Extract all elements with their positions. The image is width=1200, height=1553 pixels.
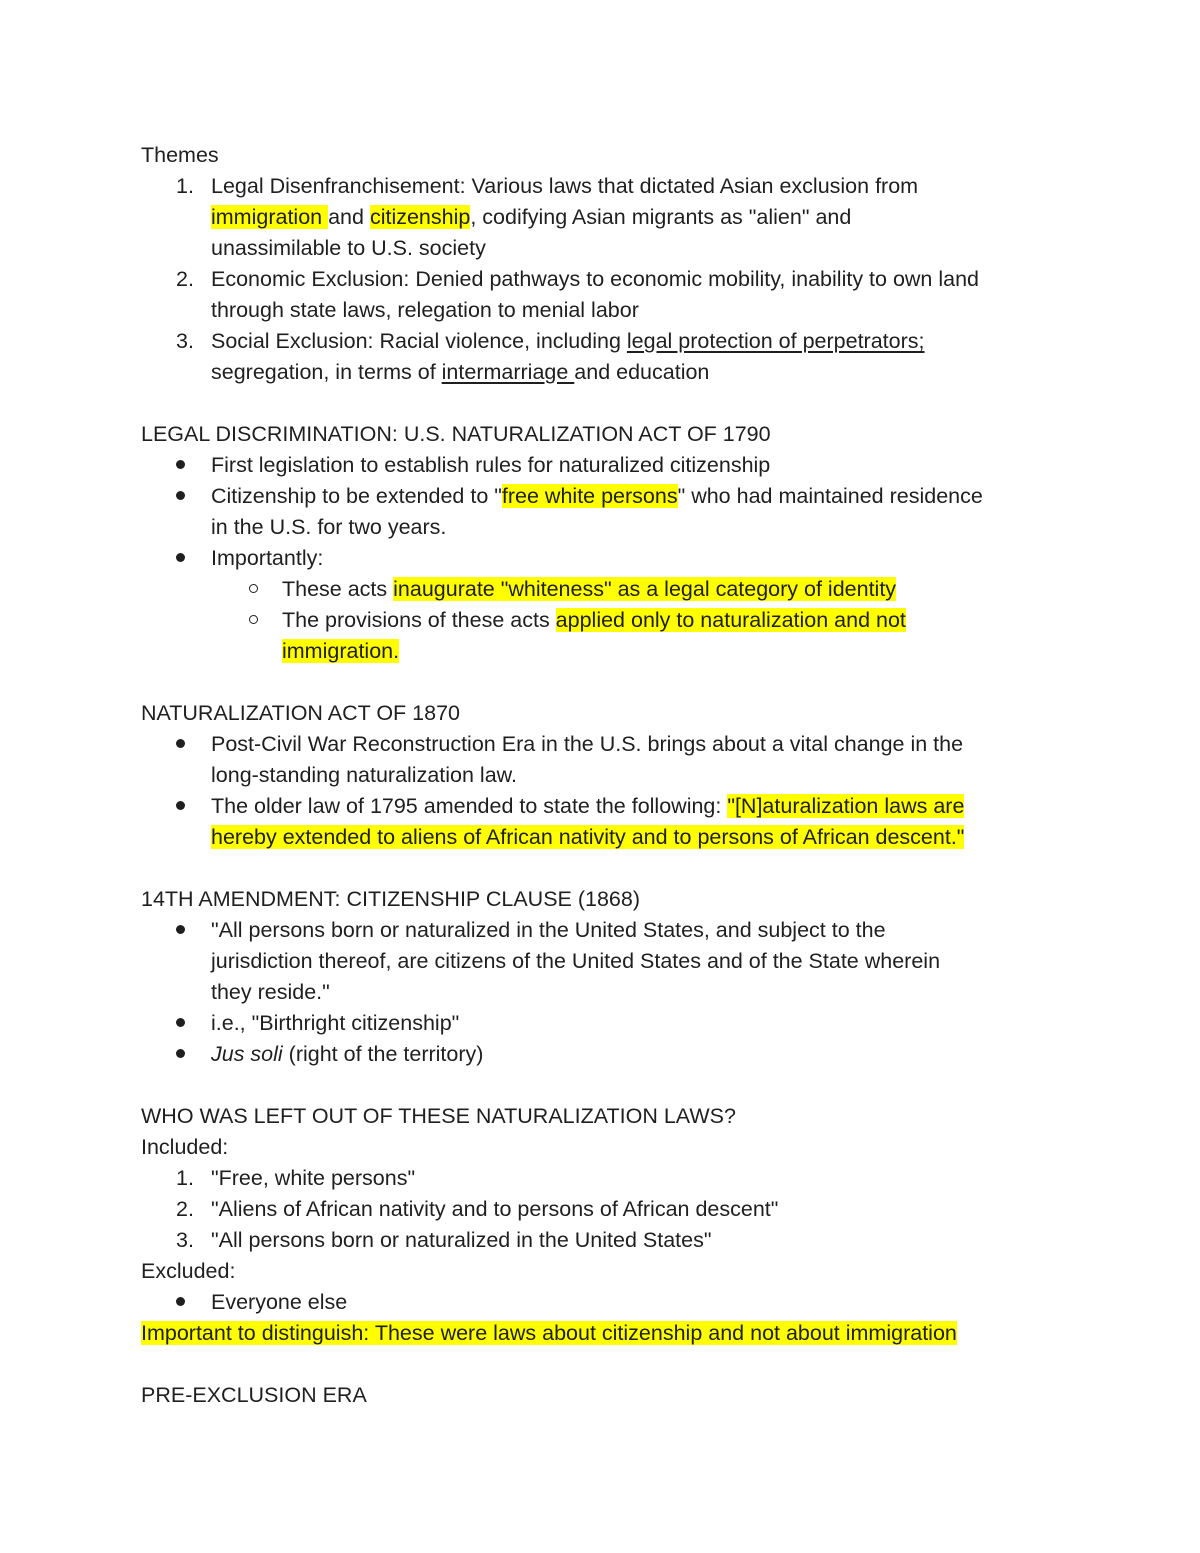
included-label: Included: [141,1135,229,1159]
bullet-icon [176,553,185,562]
themes-item-3-line-1: Social Exclusion: Racial violence, including legal protection of perpetrators; [211,329,925,353]
underlined-text: intermarriage [441,360,575,384]
themes-item-2-line-1: Economic Exclusion: Denied pathways to economic mobility, inability to own land [211,267,980,291]
bullet-item: Jus soli (right of the territory) [141,1039,1071,1070]
bullet-item: Post-Civil War Reconstruction Era in the U.S. brings about a vital change in the long-standing naturalization law. [141,729,1071,791]
bullet-icon [176,801,185,810]
excluded-label: Excluded: [141,1259,236,1283]
section-heading-14th-amendment: 14TH AMENDMENT: CITIZENSHIP CLAUSE (1868) [141,887,641,911]
bullet-item: The older law of 1795 amended to state the following: "[N]aturalization laws are hereby extended to aliens of African nativity and to persons of African descent." [141,791,1071,853]
document-body [141,140,1071,1411]
bullet-icon [176,1297,185,1306]
highlight-important: Important to distinguish: These were laws about citizenship and not about immigration [141,1321,957,1345]
list-number: 2. [176,267,194,291]
included-item-1: 1. "Free, white persons" [141,1163,1071,1194]
bullet-icon [176,491,185,500]
important-note [141,1318,1071,1349]
bullet-icon [176,1018,185,1027]
bullet-item: Importantly: [141,543,1071,574]
themes-item-3 [141,326,1071,388]
highlight-whiteness: inaugurate "whiteness" as a legal category of identity [393,577,897,601]
highlight-naturalization-only: applied only to naturalization and not [555,608,906,632]
hollow-bullet-icon [249,615,258,624]
themes-item-1-line-2: immigration and citizenship, codifying Asian migrants as "alien" and [211,205,852,229]
highlight-immigration: immigration [211,205,329,229]
themes-heading: Themes [141,143,219,167]
themes-item-2-line-2: through state laws, relegation to menial labor [211,298,639,322]
themes-item-1-line-3: unassimilable to U.S. society [211,236,486,260]
themes-item-3-line-2: segregation, in terms of intermarriage and education [211,360,710,384]
bullet-item: i.e., "Birthright citizenship" [141,1008,1071,1039]
bullet-icon [176,739,185,748]
bullet-icon [176,1049,185,1058]
section-heading-1870: NATURALIZATION ACT OF 1870 [141,701,460,725]
highlight-quote: "[N]aturalization laws are [727,794,965,818]
themes-item-1 [141,171,1071,264]
hollow-bullet-icon [249,584,258,593]
list-number: 2. [176,1197,194,1221]
list-number: 3. [176,329,194,353]
bullet-item: First legislation to establish rules for naturalized citizenship [141,450,1071,481]
list-number: 1. [176,174,194,198]
included-item-3: 3. "All persons born or naturalized in the United States" [141,1225,1071,1256]
bullet-item: "All persons born or naturalized in the United States, and subject to the jurisdiction thereof, are citizens of the United States and of the State wherein they reside." [141,915,1071,1008]
themes-item-1-line-1: Legal Disenfranchisement: Various laws that dictated Asian exclusion from [211,174,919,198]
section-heading-left-out: WHO WAS LEFT OUT OF THESE NATURALIZATION LAWS? [141,1104,736,1128]
included-item-2: 2. "Aliens of African nativity and to persons of African descent" [141,1194,1071,1225]
list-number: 1. [176,1166,194,1190]
highlight-citizenship: citizenship [369,205,471,229]
sub-bullet-item: These acts inaugurate "whiteness" as a legal category of identity [141,574,1071,605]
bullet-item: Citizenship to be extended to "free white persons" who had maintained residence in the U.S. for two years. [141,481,1071,543]
underlined-text: legal protection of perpetrators [626,329,919,353]
sub-bullet-item: The provisions of these acts applied only to naturalization and not immigration. [141,605,1071,667]
highlight-free-white-persons: free white persons [501,484,678,508]
list-number: 3. [176,1228,194,1252]
bullet-item: Everyone else [141,1287,1071,1318]
bullet-icon [176,460,185,469]
section-heading-1790: LEGAL DISCRIMINATION: U.S. NATURALIZATION ACT OF 1790 [141,422,771,446]
bullet-icon [176,925,185,934]
themes-item-2 [141,264,1071,326]
section-heading-pre-exclusion: PRE-EXCLUSION ERA [141,1383,367,1407]
